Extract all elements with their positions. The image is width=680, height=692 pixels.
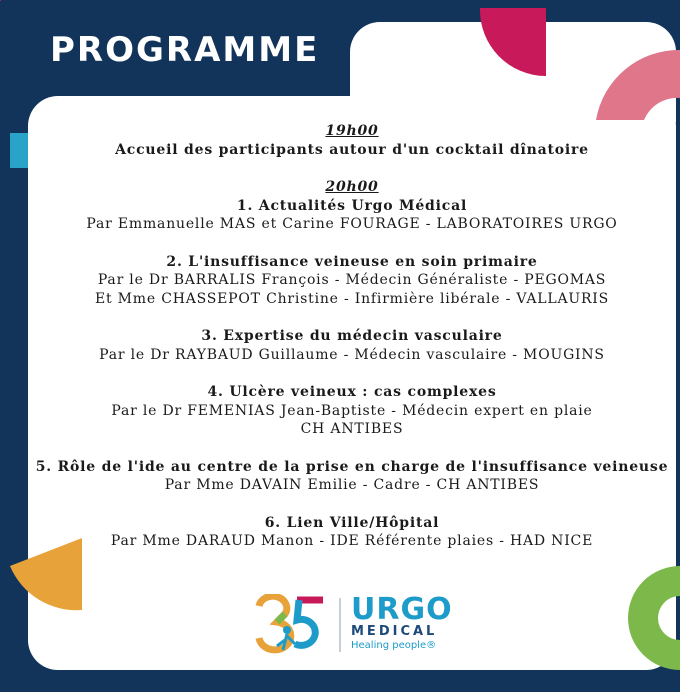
page-title: PROGRAMME <box>50 30 320 70</box>
urgo-logo <box>255 594 455 656</box>
green-arc-icon <box>628 566 680 670</box>
logo-brand: URGO <box>351 592 453 627</box>
item-speaker: Par Mme DAVAIN Emilie - Cadre - CH ANTIBES <box>164 477 540 493</box>
welcome-time: 19h00 <box>325 123 379 139</box>
welcome-text: Accueil des participants autour d'un cocktail dînatoire <box>115 141 589 158</box>
program-time: 20h00 <box>325 179 379 195</box>
item-title: 6. Lien Ville/Hôpital <box>264 514 440 531</box>
item-speaker: CH ANTIBES <box>300 421 404 437</box>
item-title: 3. Expertise du médecin vasculaire <box>201 328 503 344</box>
item-title: 4. Ulcère veineux : cas complexes <box>207 384 497 400</box>
logo-divider <box>339 598 341 652</box>
logo-sub: MEDICAL <box>351 624 438 639</box>
item-speaker: Par Mme DARAUD Manon - IDE Référente plaies - HAD NICE <box>110 533 594 549</box>
anniversary-35-icon <box>255 594 333 656</box>
program-content <box>28 122 676 551</box>
item-speaker: Par le Dr RAYBAUD Guillaume - Médecin vasculaire - MOUGINS <box>99 346 605 363</box>
item-title: 2. L'insuffisance veineuse en soin primaire <box>166 253 538 270</box>
item-speaker: Par le Dr BARRALIS François - Médecin Généraliste - PEGOMAS <box>97 272 607 288</box>
item-speaker: Par Emmanuelle MAS et Carine FOURAGE - LABORATOIRES URGO <box>86 216 618 232</box>
pink-arc-icon <box>596 50 680 120</box>
logo-tagline: Healing people® <box>351 640 437 651</box>
magenta-corner-icon <box>480 8 546 76</box>
item-speaker: Et Mme CHASSEPOT Christine - Infirmière libérale - VALLAURIS <box>94 290 610 307</box>
item-title: 1. Actualités Urgo Médical <box>236 197 468 214</box>
item-title: 5. Rôle de l'ide au centre de la prise en charge de l'insuffisance veineuse <box>35 458 669 475</box>
item-speaker: Par le Dr FEMENIAS Jean-Baptiste - Médecin expert en plaie <box>111 402 593 419</box>
